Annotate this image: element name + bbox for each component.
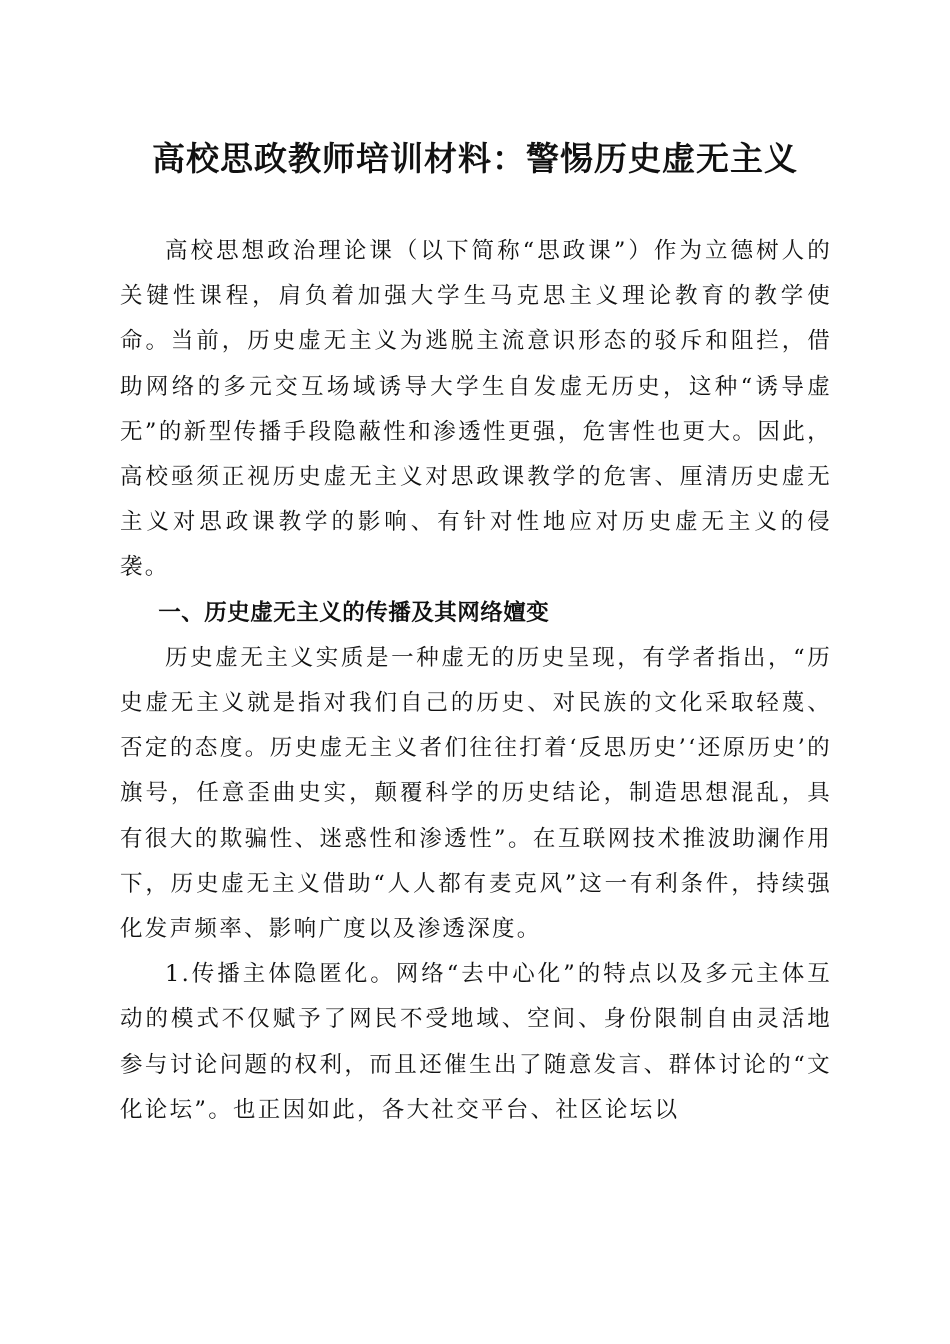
document-body bbox=[120, 229, 832, 1133]
section-heading: 一、历史虚无主义的传播及其网络嬗变 bbox=[158, 599, 550, 626]
intro-paragraph: 高校思想政治理论课（以下简称“思政课”）作为立德树人的关键性课程，肩负着加强大学生马克思主义理论教育的教学使命。当前，历史虚无主义为逃脱主流意识形态的驳斥和阻拦，借助网络的多元交互场域诱导大学生自发虚无历史，这种“诱导虚无”的新型传播手段隐蔽性和渗透性更强，危害性也更大。因此，高校亟须正视历史虚无主义对思政课教学的危害、厘清历史虚无主义对思政课教学的影响、有针对性地应对历史虚无主义的侵袭。 bbox=[120, 238, 832, 581]
subsection-paragraph: 1.传播主体隐匿化。网络“去中心化”的特点以及多元主体互动的模式不仅赋予了网民不受地域、空间、身份限制自由灵活地参与讨论问题的权利，而且还催生出了随意发言、群体讨论的“文化论坛”。也正因如此，各大社交平台、社区论坛以 bbox=[120, 961, 832, 1123]
document-title: 高校思政教师培训材料：警惕历史虚无主义 bbox=[152, 139, 798, 178]
section-paragraph: 历史虚无主义实质是一种虚无的历史呈现，有学者指出，“历史虚无主义就是指对我们自己的历史、对民族的文化采取轻蔑、否定的态度。历史虚无主义者们往往打着‘反思历史’‘还原历史’的旗号，任意歪曲史实，颠覆科学的历史结论，制造思想混乱，具有很大的欺骗性、迷惑性和渗透性”。在互联网技术推波助澜作用下，历史虚无主义借助“人人都有麦克风”这一有利条件，持续强化发声频率、影响广度以及渗透深度。 bbox=[120, 644, 832, 943]
